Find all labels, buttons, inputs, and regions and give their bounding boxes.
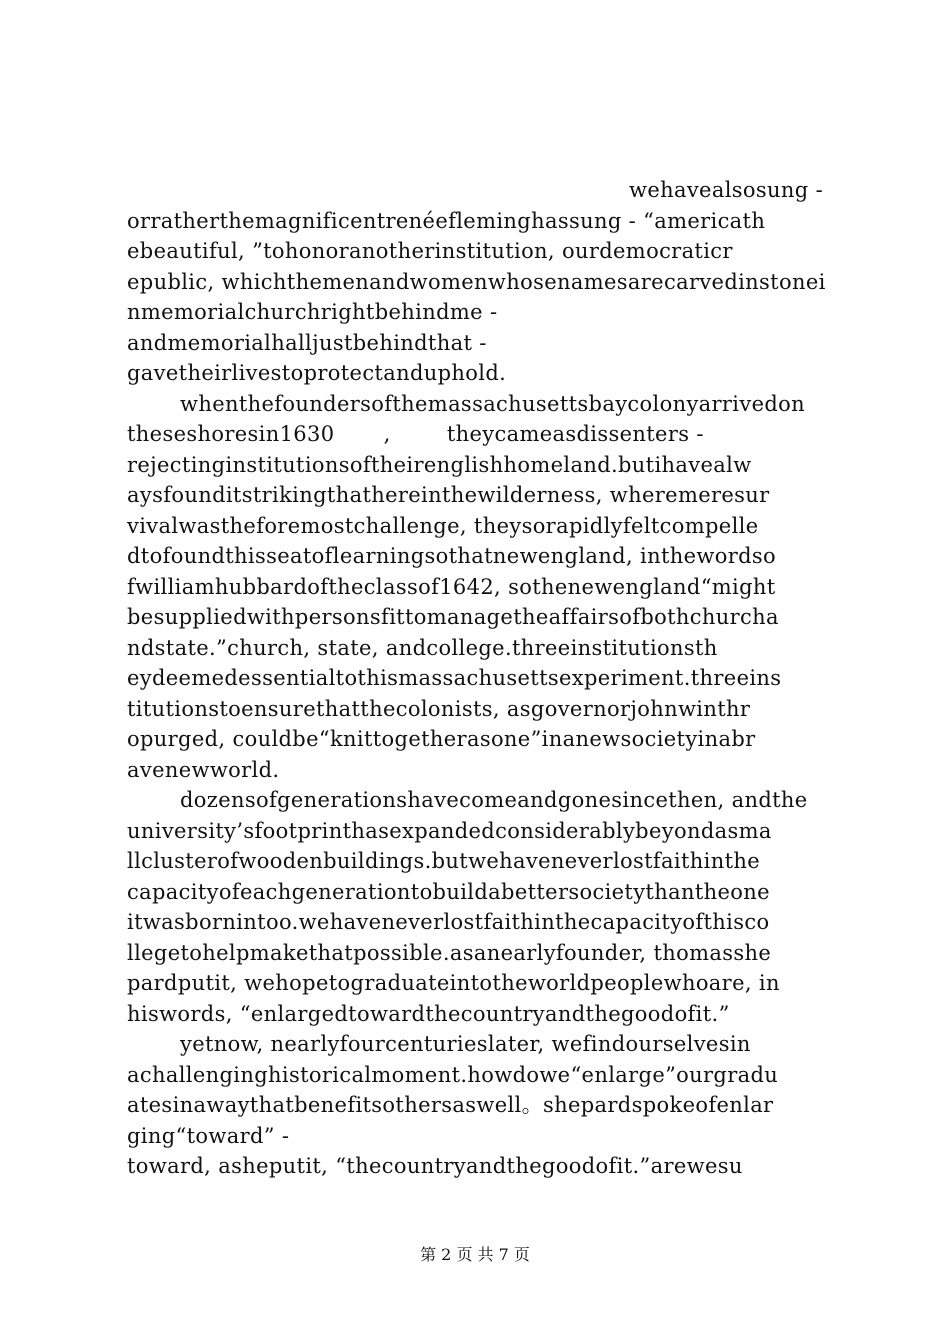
text-line: itwasbornintoo.wehaveneverlostfaithinthecapacityofthisco (127, 910, 770, 934)
text-line: titutionstoensurethatthecolonists, asgovernorjohnwinthr (127, 697, 751, 721)
text-line: aysfounditstrikingthathereinthewilderness, wheremeresur (127, 483, 770, 507)
text-line: opurged, couldbe“knittogetherasone”inanewsocietyinabr (127, 727, 756, 751)
text-line: whenthefoundersofthemassachusettsbaycolonyarrivedon (180, 392, 806, 416)
text-line: theseshoresin1630 , theycameasdissenters - (127, 422, 704, 446)
text-line: university’sfootprinthasexpandedconsiderablybeyondasma (127, 819, 772, 843)
text-line: orratherthemagnificentrenéefleminghassung - “americath (127, 209, 766, 233)
text-line: avenewworld. (127, 758, 280, 782)
text-line: capacityofeachgenerationtobuildabettersocietythantheone (127, 880, 770, 904)
text-line: eydeemedessentialtothismassachusettsexperiment.threeins (127, 666, 782, 690)
text-line: atesinawaythatbenefitsothersaswell。shepardspokeofenlar (127, 1093, 774, 1117)
text-line: wehavealsosung - (629, 178, 824, 202)
text-line: fwilliamhubbardoftheclassof1642, sothenewengland“might (127, 575, 776, 599)
text-line: dtofoundthisseatoflearningsothatnewengland, inthewordso (127, 544, 777, 568)
text-line: ndstate.”church, state, andcollege.threeinstitutionsth (127, 636, 718, 660)
text-line: besuppliedwithpersonsfittomanagetheaffairsofbothchurcha (127, 605, 779, 629)
text-line: pardputit, wehopetograduateintotheworldpeoplewhoare, in (127, 971, 780, 995)
text-line: llegetohelpmakethatpossible.asanearlyfounder, thomasshe (127, 941, 772, 965)
text-line: ebeautiful, ”tohonoranotherinstitution, ourdemocraticr (127, 239, 733, 263)
page-number-footer: 第 2 页 共 7 页 (420, 1245, 530, 1264)
text-line: toward, asheputit, “thecountryandthegoodofit.”arewesu (127, 1154, 743, 1178)
text-line: vivalwastheforemostchallenge, theysorapidlyfeltcompelle (127, 514, 759, 538)
text-line: llclusterofwoodenbuildings.butwehaveneverlostfaithinthe (127, 849, 761, 873)
text-line: gavetheirlivestoprotectanduphold. (127, 361, 507, 385)
text-line: achallenginghistoricalmoment.howdowe“enlarge”ourgradu (127, 1063, 779, 1087)
text-line: rejectinginstitutionsoftheirenglishhomeland.butihavealw (127, 453, 752, 477)
text-line: nmemorialchurchrightbehindme - (127, 300, 498, 324)
text-line: yetnow, nearlyfourcenturieslater, wefindourselvesin (180, 1032, 751, 1056)
text-line: hiswords, “enlargedtowardthecountryandthegoodofit.” (127, 1002, 730, 1026)
text-line: epublic, whichthemenandwomenwhosenamesarecarvedinstonei (127, 270, 826, 294)
text-line: ging“toward” - (127, 1124, 290, 1148)
text-line: andmemorialhalljustbehindthat - (127, 331, 487, 355)
text-line: dozensofgenerationshavecomeandgonesincethen, andthe (180, 788, 808, 812)
